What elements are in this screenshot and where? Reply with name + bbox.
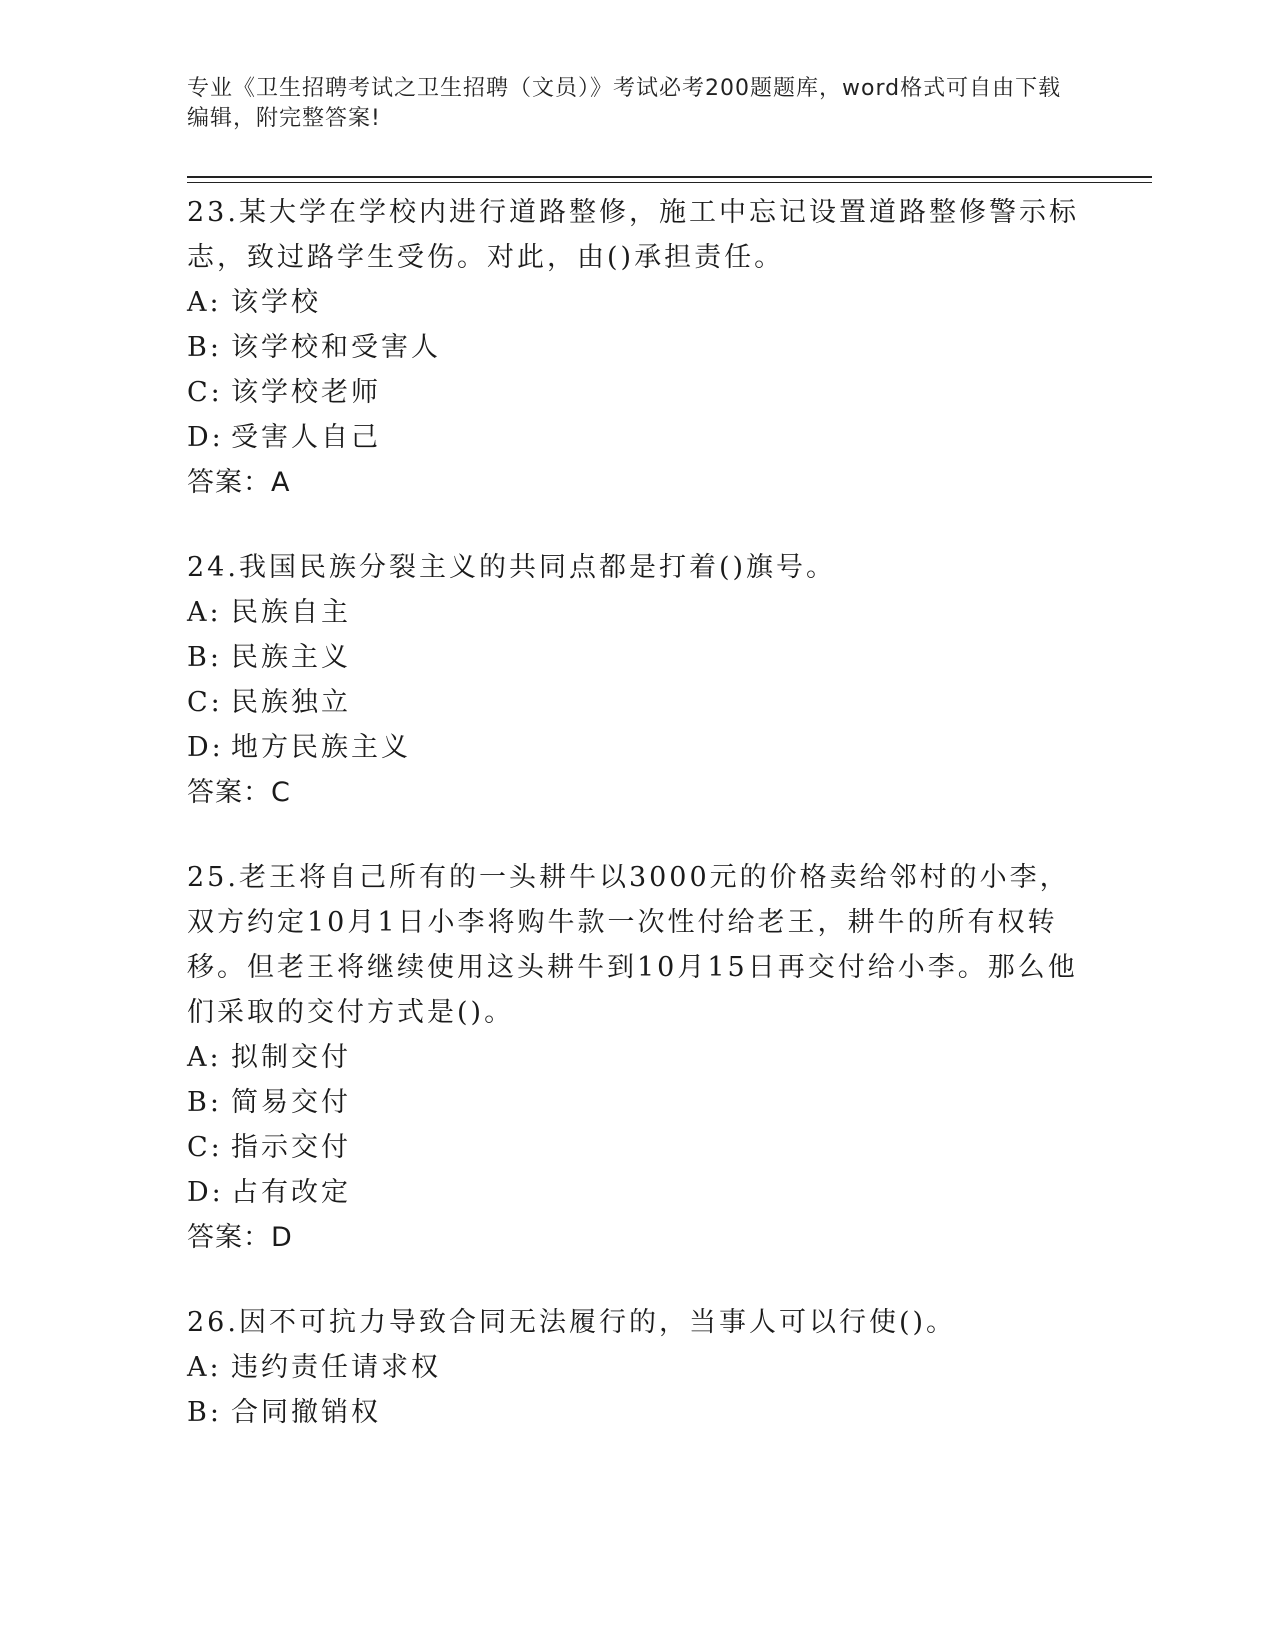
answer: 答案：D	[187, 1222, 293, 1253]
question-stem: 25.老王将自己所有的一头耕牛以3000元的价格卖给邻村的小李，双方约定10月1日小李将购牛款一次性付给老王，耕牛的所有权转移。但老王将继续使用这头耕牛到10月15日再交付给小李。那么他们采取的交付方式是()。	[187, 862, 1078, 1028]
option-d: D: 占有改定	[187, 1177, 351, 1208]
header-divider	[187, 176, 1152, 178]
option-a: A: 违约责任请求权	[187, 1352, 441, 1383]
question-23	[187, 190, 1087, 505]
question-stem: 23.某大学在学校内进行道路整修，施工中忘记设置道路整修警示标志，致过路学生受伤。对此，由()承担责任。	[187, 197, 1079, 273]
option-a: A: 拟制交付	[187, 1042, 351, 1073]
question-list	[187, 190, 1087, 1475]
question-25	[187, 855, 1087, 1260]
question-24	[187, 545, 1087, 815]
option-a: A: 民族自主	[187, 597, 351, 628]
option-c: C: 民族独立	[187, 687, 351, 718]
answer: 答案：A	[187, 467, 291, 498]
header-divider-thin	[187, 182, 1152, 183]
option-a: A: 该学校	[187, 287, 321, 318]
option-d: D: 受害人自己	[187, 422, 381, 453]
question-stem: 26.因不可抗力导致合同无法履行的，当事人可以行使()。	[187, 1307, 957, 1338]
option-b: B: 合同撤销权	[187, 1397, 381, 1428]
question-stem: 24.我国民族分裂主义的共同点都是打着()旗号。	[187, 552, 837, 583]
option-b: B: 民族主义	[187, 642, 351, 673]
document-header	[187, 74, 1067, 134]
option-b: B: 该学校和受害人	[187, 332, 441, 363]
header-intro: 专业《卫生招聘考试之卫生招聘（文员）》考试必考200题题库，word格式可自由下载编辑，附完整答案!	[187, 76, 1062, 131]
answer: 答案：C	[187, 777, 291, 808]
option-b: B: 简易交付	[187, 1087, 351, 1118]
question-26	[187, 1300, 1087, 1435]
option-d: D: 地方民族主义	[187, 732, 411, 763]
option-c: C: 该学校老师	[187, 377, 381, 408]
option-c: C: 指示交付	[187, 1132, 351, 1163]
